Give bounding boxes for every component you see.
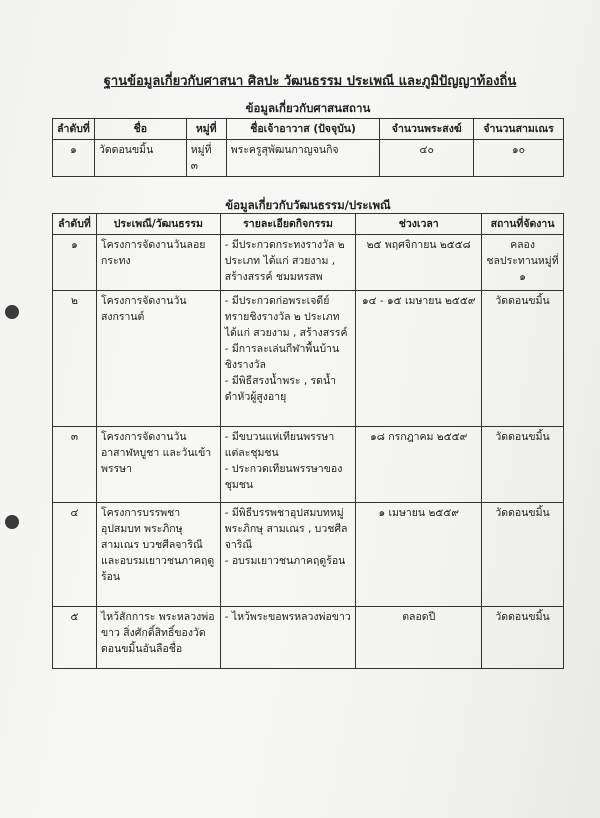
table-cell: วัดดอนขมิ้น (94, 140, 186, 177)
detail-item: - มีประกวดกระทงรางวัล ๒ ประเภท ได้แก่ สวยงาม , สร้างสรรค์ ชมมหรสพ (224, 239, 345, 283)
tradition-name: โครงการจัดงานวันอาสาฬหบูชา และวันเข้าพรรษา (96, 427, 220, 503)
header-cell: สถานที่จัดงาน (482, 214, 564, 235)
header-cell: ลำดับที่ (53, 119, 95, 140)
time-period: ๑ เมษายน ๒๕๕๙ (356, 503, 482, 607)
header-cell: ช่วงเวลา (356, 214, 482, 235)
header-cell: หมู่ที่ (186, 119, 226, 140)
header-cell: ชื่อ (94, 119, 186, 140)
tradition-name: โครงการบรรพชาอุปสมบท พระภิกษุ สามเณร บวชศีลจาริณี และอบรมเยาวชนภาคฤดูร้อน (96, 503, 220, 607)
table-row (53, 235, 564, 291)
religious-section-heading: ข้อมูลเกี่ยวกับศาสนสถาน (245, 101, 371, 115)
detail-item: - มีการละเล่นกีฬาพื้นบ้าน ชิงรางวัล (224, 343, 340, 371)
venue: คลองชลประทานหมู่ที่ ๑ (482, 235, 564, 291)
header-cell: จำนวนสามเณร (474, 119, 564, 140)
activity-details (220, 607, 356, 669)
time-period: ๑๔ - ๑๕ เมษายน ๒๕๕๙ (356, 291, 482, 427)
binder-hole (5, 515, 19, 529)
table-row (53, 427, 564, 503)
table-row (53, 140, 564, 177)
activity-details (220, 427, 356, 503)
row-number: ๕ (53, 607, 97, 669)
venue: วัดดอนขมิ้น (482, 607, 564, 669)
table-row (53, 607, 564, 669)
venue: วัดดอนขมิ้น (482, 291, 564, 427)
culture-tradition-table (52, 213, 564, 669)
table-cell: หมู่ที่ ๓ (186, 140, 226, 177)
activity-details (220, 291, 356, 427)
time-period: ๒๕ พฤศจิกายน ๒๕๕๘ (356, 235, 482, 291)
detail-item: - มีขบวนแห่เทียนพรรษาแต่ละชุมชน (224, 431, 335, 459)
row-number: ๓ (53, 427, 97, 503)
table-cell: ๑ (53, 140, 95, 177)
detail-item: - ประกวดเทียนพรรษาของชุมชน (224, 463, 343, 491)
detail-item: - มีประกวดก่อพระเจดีย์ทรายชิงรางวัล ๒ ประเภท ได้แก่ สวยงาม , สร้างสรรค์ (224, 295, 348, 339)
header-cell: รายละเอียดกิจกรรม (220, 214, 356, 235)
binder-hole (5, 305, 19, 319)
table-cell: พระครูสุพัฒนกาญจนกิจ (226, 140, 380, 177)
header-cell: ประเพณี/วัฒนธรรม (96, 214, 220, 235)
row-number: ๑ (53, 235, 97, 291)
religious-places-table (52, 118, 564, 177)
venue: วัดดอนขมิ้น (482, 503, 564, 607)
table-header-row (53, 214, 564, 235)
detail-item: - อบรมเยาวชนภาคฤดูร้อน (224, 555, 346, 567)
row-number: ๒ (53, 291, 97, 427)
table-cell: ๔๐ (380, 140, 474, 177)
table-cell: ๑๐ (474, 140, 564, 177)
tradition-name: โครงการจัดงานวันลอยกระทง (96, 235, 220, 291)
header-cell: ลำดับที่ (53, 214, 97, 235)
table-row (53, 503, 564, 607)
tradition-name: ไหว้สักการะ พระหลวงพ่อขาว สิ่งศักดิ์สิทธิ์ของวัดดอนขมิ้นอันลือชื่อ (96, 607, 220, 669)
activity-details (220, 503, 356, 607)
detail-item: - ไหว้พระขอพรหลวงพ่อขาว (224, 611, 351, 623)
culture-section-heading: ข้อมูลเกี่ยวกับวัฒนธรรม/ประเพณี (225, 198, 391, 212)
header-cell: ชื่อเจ้าอาวาส (ปัจจุบัน) (226, 119, 380, 140)
table-header-row (53, 119, 564, 140)
activity-details (220, 235, 356, 291)
time-period: ตลอดปี (356, 607, 482, 669)
time-period: ๑๘ กรกฎาคม ๒๕๕๙ (356, 427, 482, 503)
row-number: ๔ (53, 503, 97, 607)
venue: วัดดอนขมิ้น (482, 427, 564, 503)
table-row (53, 291, 564, 427)
header-cell: จำนวนพระสงฆ์ (380, 119, 474, 140)
tradition-name: โครงการจัดงานวันสงกรานต์ (96, 291, 220, 427)
detail-item: - มีพิธีบรรพชาอุปสมบทหมู่พระภิกษุ สามเณร , บวชศีลจาริณี (224, 507, 348, 551)
detail-item: - มีพิธีสรงน้ำพระ , รดน้ำดำหัวผู้สูงอายุ (224, 375, 337, 403)
document-title: ฐานข้อมูลเกี่ยวกับศาสนา ศิลปะ วัฒนธรรม ประเพณี และภูมิปัญญาท้องถิ่น (103, 74, 517, 89)
